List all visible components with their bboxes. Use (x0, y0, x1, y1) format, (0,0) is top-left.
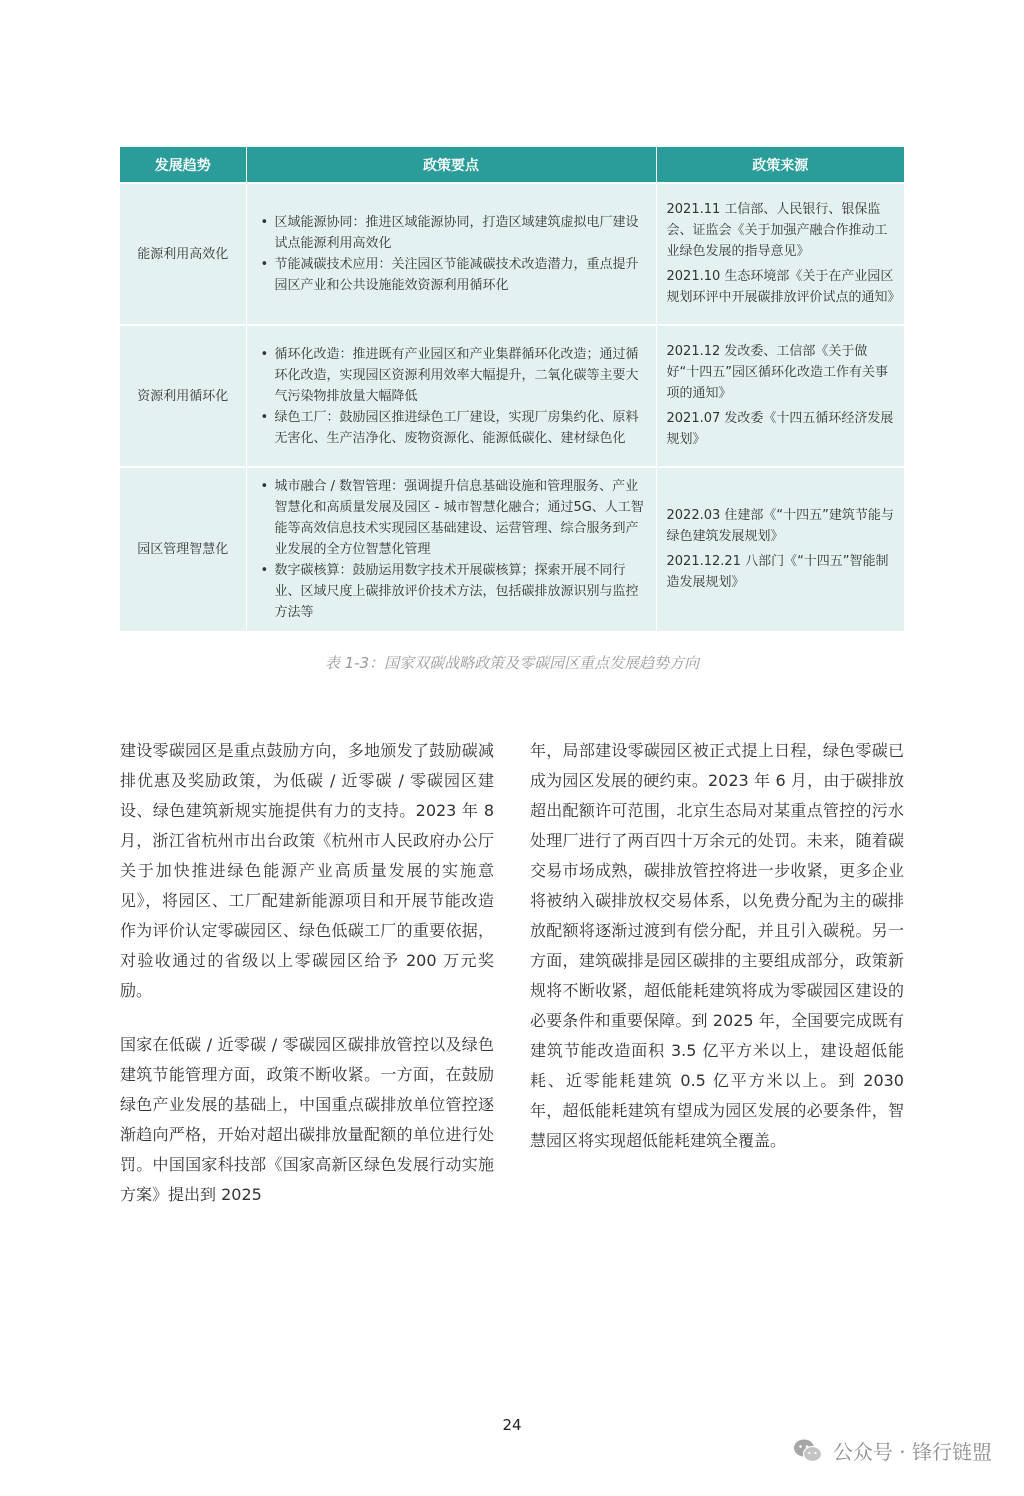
policy-point: • 城市融合 / 数智管理：强调提升信息基础设施和管理服务、产业智慧化和高质量发展及园区 - 城市智慧化融合；通过5G、人工智能等高效信息技术实现园区基础建设、运营管理、综合服务到产业发展的全方位智慧化管理 (259, 476, 646, 560)
table-row (120, 467, 904, 631)
policy-source: 2021.11 工信部、人民银行、银保监会、证监会《关于加强产融合作推动工业绿色发展的指导意见》 (666, 201, 888, 259)
policy-point: • 区域能源协同：推进区域能源协同，打造区域建筑虚拟电厂建设试点能源利用高效化 (259, 212, 646, 254)
policy-source: 2021.12 发改委、工信部《关于做好“十四五”园区循环化改造工作有关事项的通知》 (666, 343, 888, 401)
points-cell (246, 325, 656, 467)
table-row (120, 183, 904, 325)
points-cell (246, 183, 656, 325)
policy-point: • 节能减碳技术应用：关注园区节能减碳技术改造潜力，重点提升园区产业和公共设施能效资源利用循环化 (259, 254, 646, 296)
header-points: 政策要点 (246, 147, 656, 183)
body-column-right (530, 736, 904, 1180)
watermark (793, 1436, 992, 1465)
table-header-row (120, 147, 904, 183)
policy-source: 2022.03 住建部《“十四五”建筑节能与绿色建筑发展规划》 (666, 507, 894, 544)
wechat-icon (793, 1438, 823, 1464)
policy-point: • 数字碳核算：鼓励运用数字技术开展碳核算；探索开展不同行业、区域尺度上碳排放评价技术方法，包括碳排放源识别与监控方法等 (259, 560, 646, 623)
sources-cell (656, 467, 904, 631)
policy-source: 2021.12.21 八部门《“十四五”智能制造发展规划》 (666, 553, 889, 590)
table-caption: 表 1-3：国家双碳战略政策及零碳园区重点发展趋势方向 (324, 654, 700, 672)
policy-table (120, 147, 904, 631)
trend-cell: 园区管理智慧化 (120, 467, 246, 631)
sources-cell (656, 325, 904, 467)
policy-point: • 循环化改造：推进既有产业园区和产业集群循环化改造；通过循环化改造，实现园区资源利用效率大幅提升，二氧化碳等主要大气污染物排放量大幅降低 (259, 344, 646, 407)
body-paragraph: 建设零碳园区是重点鼓励方向，多地颁发了鼓励碳减排优惠及奖励政策，为低碳 / 近零碳 / 零碳园区建设、绿色建筑新规实施提供有力的支持。2023 年 8 月，浙江省杭州市出台政策《杭州市人民政府办公厅关于加快推进绿色能源产业高质量发展的实施意见》，将园区、工厂配建新能源项目和开展节能改造作为评价认定零碳园区、绿色低碳工厂的重要依据，对验收通过的省级以上零碳园区给予 200 万元奖励。 (120, 741, 494, 1000)
policy-point: • 绿色工厂：鼓励园区推进绿色工厂建设，实现厂房集约化、原料无害化、生产洁净化、废物资源化、能源低碳化、建材绿色化 (259, 407, 646, 449)
body-column-left (120, 736, 494, 1234)
table-row (120, 325, 904, 467)
body-paragraph: 国家在低碳 / 近零碳 / 零碳园区碳排放管控以及绿色建筑节能管理方面，政策不断收紧。一方面，在鼓励绿色产业发展的基础上，中国重点碳排放单位管控逐渐趋向严格，开始对超出碳排放量配额的单位进行处罚。中国国家科技部《国家高新区绿色发展行动实施方案》提出到 2025 (120, 1035, 494, 1204)
trend-cell: 资源利用循环化 (120, 325, 246, 467)
points-cell (246, 467, 656, 631)
policy-source: 2021.10 生态环境部《关于在产业园区规划环评中开展碳排放评价试点的通知》 (666, 268, 901, 305)
header-trend: 发展趋势 (120, 147, 246, 183)
header-sources: 政策来源 (656, 147, 904, 183)
page-number: 24 (502, 1416, 522, 1434)
body-paragraph: 年，局部建设零碳园区被正式提上日程，绿色零碳已成为园区发展的硬约束。2023 年 6 月，由于碳排放超出配额许可范围，北京生态局对某重点管控的污水处理厂进行了两百四十万余元的处罚。未来，随着碳交易市场成熟，碳排放管控将进一步收紧，更多企业将被纳入碳排放权交易体系，以免费分配为主的碳排放配额将逐渐过渡到有偿分配，并且引入碳税。另一方面，建筑碳排是园区碳排的主要组成部分，政策新规将不断收紧，超低能耗建筑将成为零碳园区建设的必要条件和重要保障。到 2025 年，全国要完成既有建筑节能改造面积 3.5 亿平方米以上，建设超低能耗、近零能耗建筑 0.5 亿平方米以上。到 2030 年，超低能耗建筑有望成为园区发展的必要条件，智慧园区将实现超低能耗建筑全覆盖。 (530, 741, 904, 1150)
policy-source: 2021.07 发改委《十四五循环经济发展规划》 (666, 410, 894, 447)
trend-cell: 能源利用高效化 (120, 183, 246, 325)
sources-cell (656, 183, 904, 325)
watermark-text: 公众号 · 锋行链盟 (832, 1440, 992, 1464)
